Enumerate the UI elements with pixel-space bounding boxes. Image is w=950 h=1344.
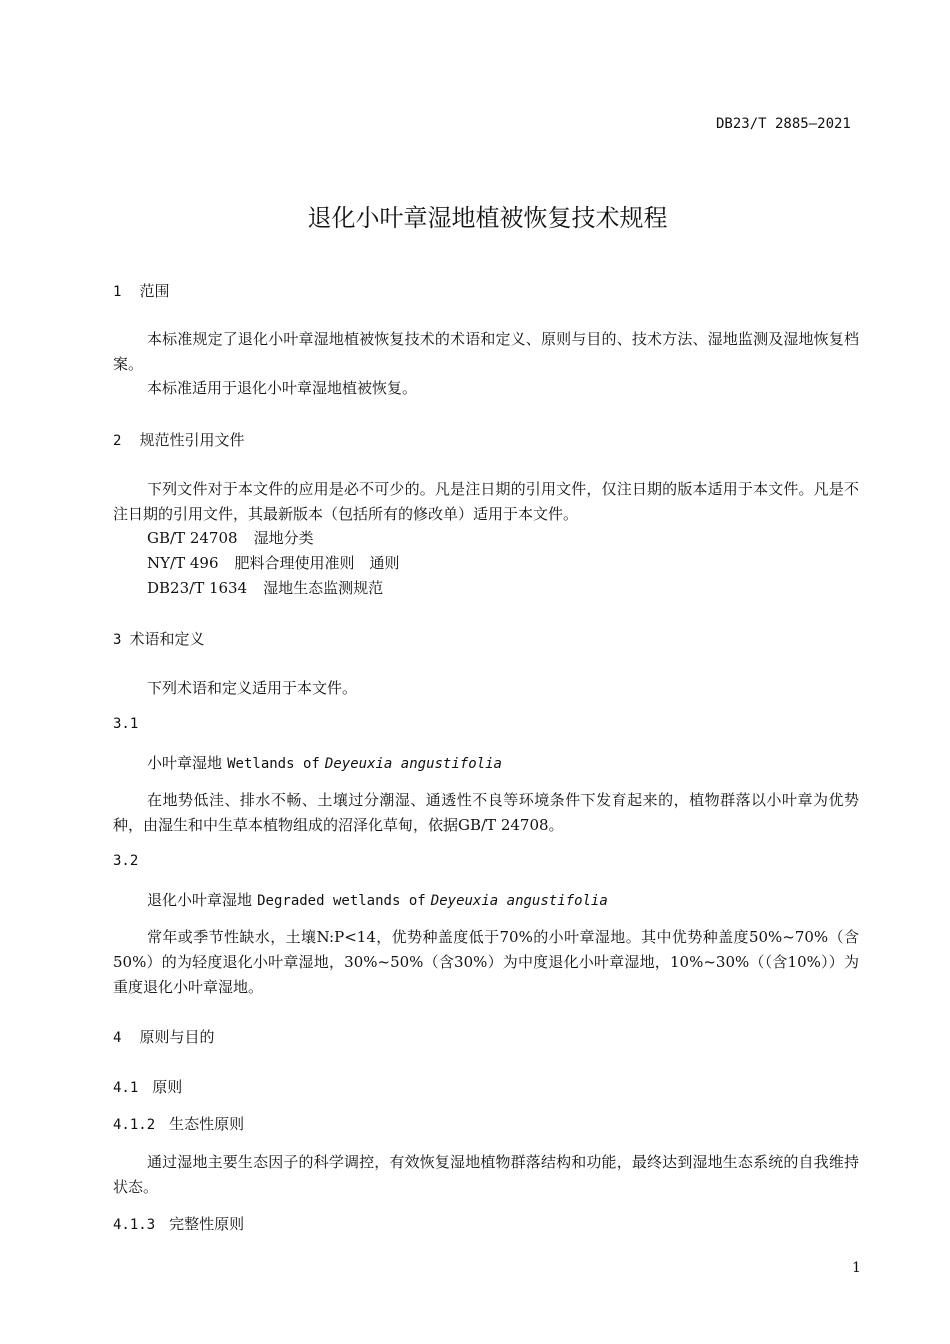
- subsection-number: 4.1.3: [113, 1217, 156, 1233]
- reference-name: 湿地分类: [253, 529, 314, 547]
- term-entry: [147, 889, 608, 910]
- section-heading: [113, 280, 169, 301]
- term-number: 3.2: [113, 853, 139, 869]
- paragraph: 通过湿地主要生态因子的科学调控，有效恢复湿地植物群落结构和功能，最终达到湿地生态系统的自我维持状态。: [113, 1153, 859, 1196]
- section-number: 1: [113, 284, 122, 300]
- reference-code: GB/T 24708: [147, 529, 238, 547]
- subsection-heading: [113, 1213, 244, 1234]
- term-english: Degraded wetlands of: [257, 893, 426, 909]
- subsection-heading: [113, 1113, 244, 1134]
- term-number: 3.1: [113, 716, 139, 732]
- reference-item: [147, 552, 400, 573]
- subsection-title: 原则: [152, 1078, 183, 1096]
- term-latin: Deyeuxia angustifolia: [324, 756, 502, 772]
- subsection-title: 完整性原则: [169, 1215, 245, 1233]
- paragraph: 下列术语和定义适用于本文件。: [147, 679, 358, 697]
- term-name: 退化小叶章湿地: [147, 891, 253, 909]
- standard-code: DB23/T 2885—2021: [716, 116, 851, 132]
- section-title: 范围: [139, 282, 170, 300]
- section-number: 3: [113, 632, 122, 648]
- page-number: 1: [852, 1260, 861, 1276]
- reference-code: NY/T 496: [147, 554, 219, 572]
- section-title: 原则与目的: [139, 1028, 215, 1046]
- term-latin: Deyeuxia angustifolia: [430, 893, 608, 909]
- reference-name: 湿地生态监测规范: [263, 579, 384, 597]
- term-definition: 常年或季节性缺水，土壤N:P<14，优势种盖度低于70%的小叶章湿地。其中优势种盖度50%~70%（含50%）的为轻度退化小叶章湿地，30%~50%（含30%）为中度退化小叶章湿地，10%~30%（（含10%））为重度退化小叶章湿地。: [113, 928, 859, 996]
- term-english: Wetlands of: [227, 756, 320, 772]
- reference-name: 肥料合理使用准则 通则: [234, 554, 400, 572]
- reference-code: DB23/T 1634: [147, 579, 248, 597]
- section-title: 术语和定义: [129, 630, 205, 648]
- section-number: 4: [113, 1030, 122, 1046]
- document-title: 退化小叶章湿地植被恢复技术规程: [307, 204, 668, 232]
- paragraph: 本标准适用于退化小叶章湿地植被恢复。: [147, 379, 418, 397]
- subsection-title: 生态性原则: [169, 1115, 245, 1133]
- paragraph: 下列文件对于本文件的应用是必不可少的。凡是注日期的引用文件，仅注日期的版本适用于本文件。凡是不注日期的引用文件，其最新版本（包括所有的修改单）适用于本文件。: [113, 480, 859, 523]
- section-heading: [113, 628, 204, 649]
- section-number: 2: [113, 433, 122, 449]
- section-heading: [113, 429, 244, 450]
- term-definition: 在地势低洼、排水不畅、土壤过分潮湿、通透性不良等环境条件下发育起来的，植物群落以小叶章为优势种，由湿生和中生草本植物组成的沼泽化草甸，依据GB/T 24708。: [113, 791, 859, 834]
- paragraph: 本标准规定了退化小叶章湿地植被恢复技术的术语和定义、原则与目的、技术方法、湿地监测及湿地恢复档案。: [113, 330, 859, 373]
- term-entry: [147, 752, 502, 773]
- subsection-heading: [113, 1076, 182, 1097]
- section-heading: [113, 1026, 214, 1047]
- term-name: 小叶章湿地: [147, 754, 223, 772]
- reference-item: [147, 527, 314, 548]
- subsection-number: 4.1.2: [113, 1117, 156, 1133]
- section-title: 规范性引用文件: [139, 431, 245, 449]
- reference-item: [147, 577, 383, 598]
- subsection-number: 4.1: [113, 1080, 139, 1096]
